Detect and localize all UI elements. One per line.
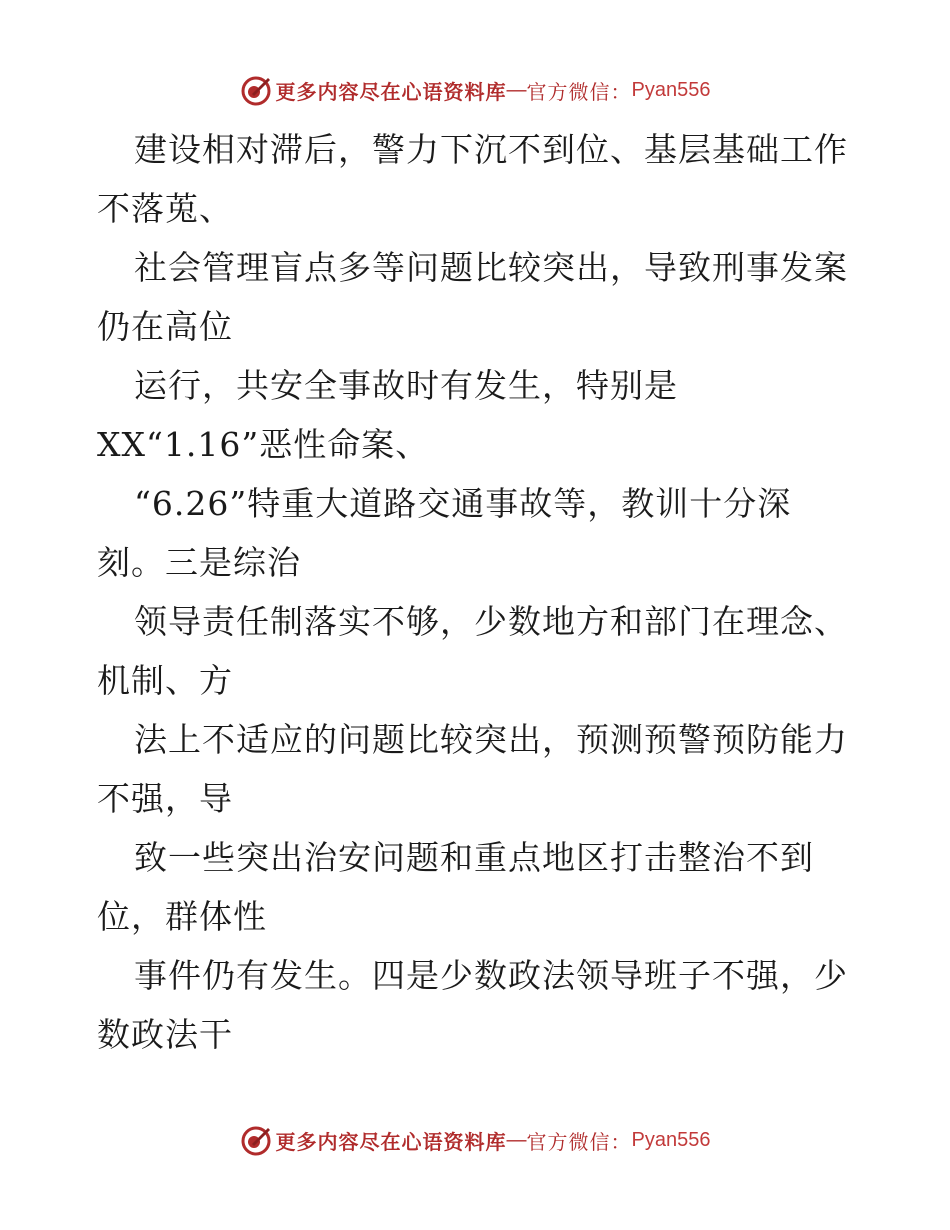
footer-site-text: 更多内容尽在心语资料库 (275, 1129, 507, 1154)
body-line: 仍在高位 (97, 307, 233, 346)
body-line: 致一些突出治安问题和重点地区打击整治不到 (134, 838, 814, 877)
body-line: 机制、方 (97, 661, 233, 700)
document-body (97, 120, 867, 1064)
body-line: 刻。三是综治 (97, 543, 301, 582)
footer-separator: — (506, 1128, 527, 1151)
header-wechat-label: 官方微信： (526, 79, 632, 104)
header-separator: — (506, 78, 527, 101)
quill-seal-icon (240, 1124, 272, 1156)
body-line: 法上不适应的问题比较突出，预测预警预防能力 (134, 720, 848, 759)
body-line: XX“1.16”恶性命案、 (97, 425, 430, 464)
body-line: 社会管理盲点多等问题比较突出，导致刑事发案 (134, 248, 848, 287)
quill-seal-icon (240, 74, 272, 106)
body-line: 位，群体性 (97, 897, 267, 936)
body-line: 数政法干 (97, 1015, 233, 1054)
header-site-text: 更多内容尽在心语资料库 (275, 79, 507, 104)
body-line: 领导责任制落实不够，少数地方和部门在理念、 (134, 602, 848, 641)
footer-wechat-label: 官方微信： (526, 1129, 632, 1154)
body-line: 不强，导 (97, 779, 233, 818)
header-wechat-id: Pyan556 (631, 78, 711, 101)
body-line: “6.26”特重大道路交通事故等，教训十分深 (134, 484, 792, 523)
body-line: 建设相对滞后，警力下沉不到位、基层基础工作 (134, 130, 848, 169)
body-line: 不落莵、 (97, 189, 233, 228)
body-line: 运行，共安全事故时有发生，特别是 (134, 366, 678, 405)
footer-banner (0, 1120, 950, 1160)
footer-wechat-id: Pyan556 (631, 1128, 711, 1151)
body-line: 事件仍有发生。四是少数政法领导班子不强，少 (134, 956, 848, 995)
header-banner (0, 70, 950, 110)
